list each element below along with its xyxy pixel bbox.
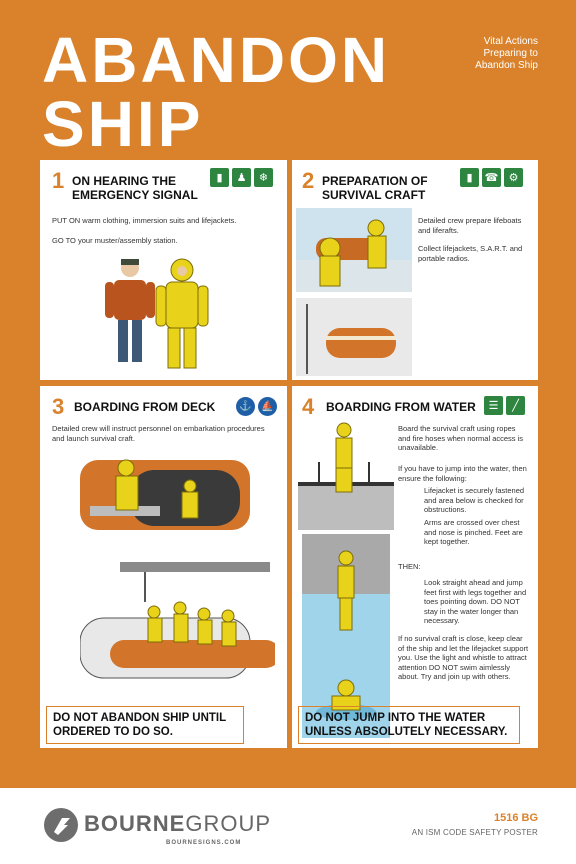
title-line-2: SHIP xyxy=(42,88,204,160)
panel-text-5: THEN: xyxy=(398,562,421,571)
poster-title xyxy=(42,24,391,160)
poster-subtitle xyxy=(418,36,538,72)
panel-number: 1 xyxy=(52,168,65,193)
panel-text-3: Lifejacket is securely fastened and area below is checked for obstructions. xyxy=(424,486,525,514)
panel-title-line-1: ON HEARING THE xyxy=(72,174,177,188)
panel-title xyxy=(322,174,428,202)
warning-box xyxy=(298,706,520,744)
ism-code-label: AN ISM CODE SAFETY POSTER xyxy=(411,828,538,837)
radio-icon: ☎ xyxy=(482,168,501,187)
panel-title-line-1: PREPARATION OF xyxy=(322,174,428,188)
lifeboat-icon: ⚓ xyxy=(236,397,255,416)
panel-number: 4 xyxy=(302,394,315,419)
logo-bold-part: BOURNE xyxy=(84,811,186,836)
panel-text-1: PUT ON warm clothing, immersion suits and lifejackets. xyxy=(52,216,237,225)
panel-icons xyxy=(210,168,273,187)
panel-text-4: Arms are crossed over chest and nose is pinched. Feet are kept together. xyxy=(424,518,523,546)
logo-light-part: GROUP xyxy=(185,811,272,836)
title-line-1: ABANDON xyxy=(42,24,391,96)
panel-boarding-from-water xyxy=(292,386,538,748)
lifejacket-icon: ▮ xyxy=(460,168,479,187)
panel-boarding-from-deck xyxy=(40,386,287,748)
liferaft-preparation-illustration xyxy=(296,208,412,376)
panel-preparation-survival-craft xyxy=(292,160,538,380)
lifejacket-icon: ▮ xyxy=(210,168,229,187)
panel-number: 3 xyxy=(52,394,65,419)
liferaft-icon: ⛵ xyxy=(258,397,277,416)
poster-code: 1516 BG xyxy=(493,812,538,824)
panel-text-2: If you have to jump into the water, then ensure the following: xyxy=(398,464,527,483)
warning-line-1: DO NOT ABANDON SHIP UNTIL xyxy=(53,712,227,724)
panel-text-6: Look straight ahead and jump feet first with legs together and toes pointing down. DO NOT stay in the water longer than necessary. xyxy=(424,578,527,625)
immersion-suit-icon: ♟ xyxy=(232,168,251,187)
panel-text-7: If no survival craft is close, keep clear of the ship and let the lifejacket support you. Use the light and whistle to attract attention DO NOT swim aimlessly about. Try and join up with others. xyxy=(398,634,529,681)
panel-title: BOARDING FROM WATER xyxy=(326,400,476,414)
panel-icons xyxy=(236,397,277,416)
panel-icons xyxy=(460,168,523,187)
panel-text-1: Detailed crew prepare lifeboats and liferafts. xyxy=(418,216,522,235)
panel-text-2: Collect lifejackets, S.A.R.T. and portable radios. xyxy=(418,244,523,263)
panel-title xyxy=(72,174,198,202)
warm-clothing-icon: ❄ xyxy=(254,168,273,187)
panel-text-1: Detailed crew will instruct personnel on embarkation procedures and launch survival craft. xyxy=(52,424,265,443)
brand-url: BOURNESIGNS.COM xyxy=(166,840,242,846)
chute-icon: ╱ xyxy=(506,396,525,415)
panel-title: BOARDING FROM DECK xyxy=(74,400,216,414)
panel-icons xyxy=(484,396,525,415)
liferaft-launch-illustration xyxy=(80,562,275,686)
warning-line-2: UNLESS ABSOLUTELY NECESSARY. xyxy=(305,726,508,738)
brand-logo-text xyxy=(84,812,271,836)
subtitle-line-2: Preparing to xyxy=(483,48,538,59)
lifeboat-boarding-illustration xyxy=(80,450,250,542)
bourne-logo-icon xyxy=(44,808,78,842)
panel-title-line-2: EMERGENCY SIGNAL xyxy=(72,188,198,202)
panel-emergency-signal xyxy=(40,160,287,380)
crew-in-suits-illustration xyxy=(100,256,220,380)
panel-number: 2 xyxy=(302,168,315,193)
warning-line-2: ORDERED TO DO SO. xyxy=(53,726,173,738)
subtitle-line-3: Abandon Ship xyxy=(475,60,538,71)
warning-line-1: DO NOT JUMP INTO THE WATER xyxy=(305,712,486,724)
warning-box xyxy=(46,706,244,744)
panel-text-1: Board the survival craft using ropes and fire hoses when normal access is unavailable. xyxy=(398,424,524,452)
panel-text-2: GO TO your muster/assembly station. xyxy=(52,236,178,245)
footer xyxy=(0,788,576,864)
sart-icon: ⚙ xyxy=(504,168,523,187)
water-jump-illustration xyxy=(298,422,394,738)
subtitle-line-1: Vital Actions xyxy=(483,36,538,47)
panel-title-line-2: SURVIVAL CRAFT xyxy=(322,188,426,202)
ladder-icon: ☰ xyxy=(484,396,503,415)
